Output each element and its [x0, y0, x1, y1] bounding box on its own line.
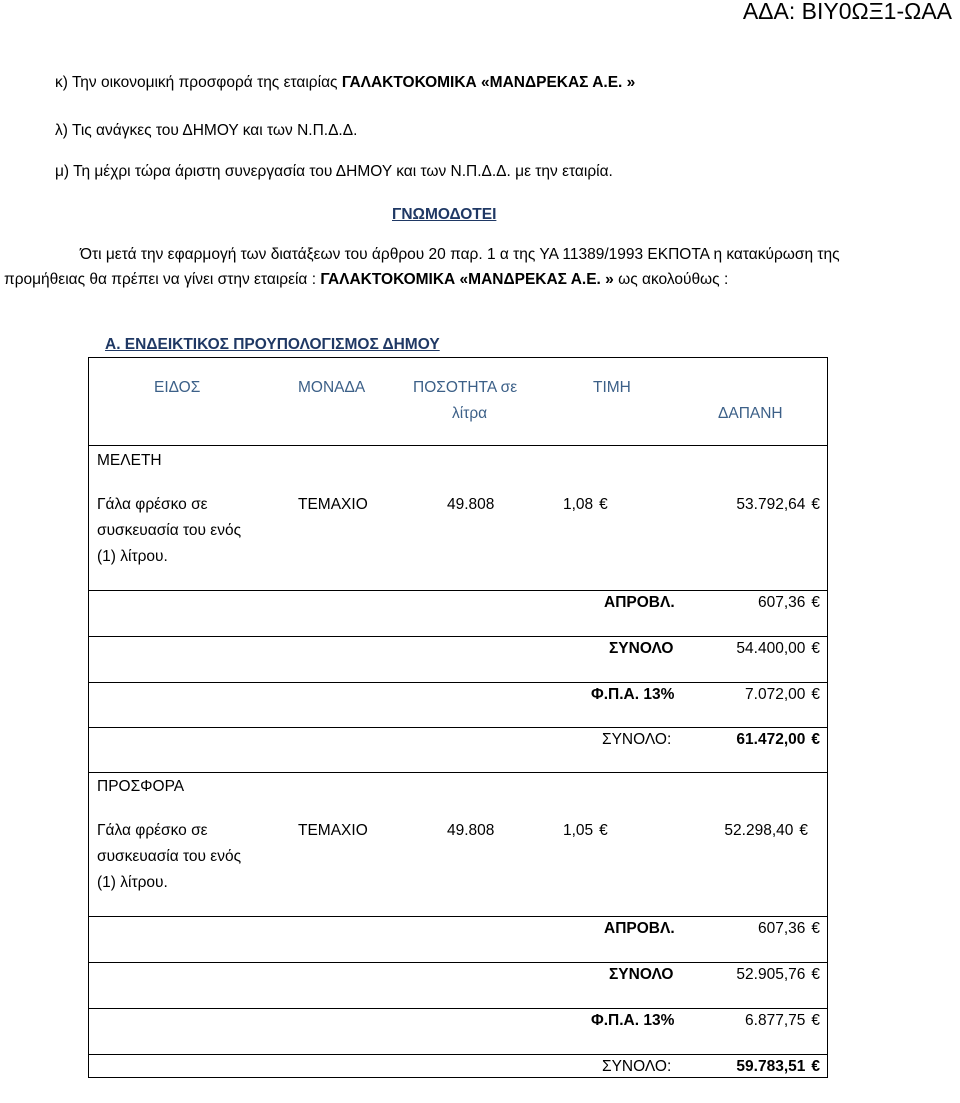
table-border-study-row: [88, 590, 828, 591]
offer-price: [563, 818, 608, 844]
offer-total-label: ΣΥΝΟΛΟ:: [602, 1058, 672, 1075]
table-border-study-vat: [88, 727, 828, 728]
offer-vat-value: 6.877,75: [745, 1012, 806, 1029]
offer-price-value: 1,05: [563, 822, 594, 839]
table-border-offer-rounding: [88, 962, 828, 963]
opinion-para-line1: Ότι μετά την εφαρμογή των διατάξεων του άρθρου 20 παρ. 1 α της ΥΑ 11389/1993 ΕΚΠΟΤΑ η κατακύρωση της: [80, 246, 840, 263]
study-subtotal-value: 54.400,00: [736, 640, 806, 657]
offer-cost-value: 52.298,40: [724, 822, 794, 839]
study-total: [736, 727, 820, 753]
header-qty: ΠΟΣΟΤΗΤΑ σε: [413, 379, 518, 396]
table-border-right: [827, 357, 828, 1077]
offer-label: ΠΡΟΣΦΟΡΑ: [97, 778, 185, 795]
euro-icon: €: [811, 920, 820, 937]
study-total-value: 61.472,00: [736, 731, 806, 748]
table-border-study-rounding: [88, 636, 828, 637]
table-border-offer-subtotal: [88, 1008, 828, 1009]
euro-icon: €: [811, 1058, 820, 1075]
euro-icon: €: [799, 822, 808, 839]
offer-item-line3: (1) λίτρου.: [97, 874, 168, 891]
study-label: ΜΕΛΕΤΗ: [97, 452, 162, 469]
study-rounding: [758, 590, 820, 616]
study-rounding-value: 607,36: [757, 594, 806, 611]
offer-item-line1: Γάλα φρέσκο σε: [97, 822, 208, 839]
opinion-para-suffix: ως ακολούθως :: [613, 271, 729, 288]
offer-total: [736, 1054, 820, 1080]
budget-table: [88, 357, 828, 1077]
study-cost: [736, 492, 820, 518]
offer-subtotal: [736, 962, 820, 988]
offer-item-line2: συσκευασία του ενός: [97, 848, 242, 865]
table-border-study-subtotal: [88, 682, 828, 683]
clause-k-company: ΓΑΛΑΚΤΟΚΟΜΙΚΑ «ΜΑΝΔΡΕΚΑΣ Α.Ε. »: [341, 74, 636, 91]
opinion-para-prefix: προμήθειας θα πρέπει να γίνει στην εταιρεία :: [4, 271, 321, 288]
study-total-label: ΣΥΝΟΛΟ:: [602, 731, 672, 748]
offer-subtotal-label: ΣΥΝΟΛΟ: [609, 966, 674, 983]
study-price-value: 1,08: [563, 496, 594, 513]
offer-rounding: [758, 916, 820, 942]
study-subtotal-label: ΣΥΝΟΛΟ: [609, 640, 674, 657]
euro-icon: €: [811, 686, 820, 703]
offer-rounding-value: 607,36: [757, 920, 806, 937]
table-border-top: [88, 357, 828, 358]
table-border-offer-vat: [88, 1054, 828, 1055]
euro-icon: €: [811, 1012, 820, 1029]
table-border-header: [88, 445, 828, 446]
euro-icon: €: [811, 966, 820, 983]
study-item-line1: Γάλα φρέσκο σε: [97, 496, 208, 513]
study-cost-value: 53.792,64: [736, 496, 806, 513]
offer-cost: [724, 818, 808, 844]
study-qty: 49.808: [447, 496, 495, 513]
study-price: [563, 492, 608, 518]
offer-rounding-label: ΑΠΡΟΒΛ.: [604, 920, 675, 937]
clause-m: μ) Τη μέχρι τώρα άριστη συνεργασία του ΔΗΜΟΥ και των Ν.Π.Δ.Δ. με την εταιρία.: [55, 163, 613, 180]
opinion-para-line2: [4, 271, 728, 289]
clause-k-text: κ) Την οικονομική προσφορά της εταιρίας: [55, 74, 342, 91]
study-rounding-label: ΑΠΡΟΒΛ.: [604, 594, 675, 611]
offer-total-value: 59.783,51: [736, 1058, 806, 1075]
study-vat-label: Φ.Π.Α. 13%: [591, 686, 675, 703]
offer-subtotal-value: 52.905,76: [736, 966, 806, 983]
offer-unit: ΤΕΜΑΧΙΟ: [298, 822, 368, 839]
study-item-line2: συσκευασία του ενός: [97, 522, 242, 539]
study-item-line3: (1) λίτρου.: [97, 548, 168, 565]
study-subtotal: [736, 636, 820, 662]
header-price: ΤΙΜΗ: [593, 379, 631, 396]
euro-icon: €: [811, 594, 820, 611]
header-item: ΕΙΔΟΣ: [154, 379, 201, 396]
study-vat: [745, 682, 820, 708]
table-border-offer-row: [88, 916, 828, 917]
euro-icon: €: [811, 731, 820, 748]
study-vat-value: 7.072,00: [745, 686, 806, 703]
opinion-para-company: ΓΑΛΑΚΤΟΚΟΜΙΚΑ «ΜΑΝΔΡΕΚΑΣ Α.Ε. »: [320, 271, 614, 288]
offer-vat-label: Φ.Π.Α. 13%: [591, 1012, 675, 1029]
header-qty-line2: λίτρα: [452, 405, 488, 422]
opinion-heading: ΓΝΩΜΟΔΟΤΕΙ: [392, 206, 497, 223]
ada-code: ΑΔΑ: ΒΙΥ0ΩΞ1-ΩΑΑ: [742, 0, 952, 24]
offer-vat: [745, 1008, 820, 1034]
header-unit: ΜΟΝΑΔΑ: [298, 379, 366, 396]
clause-l: λ) Τις ανάγκες του ΔΗΜΟΥ και των Ν.Π.Δ.Δ.: [55, 122, 358, 139]
euro-icon: €: [811, 640, 820, 657]
offer-qty: 49.808: [447, 822, 495, 839]
table-border-left: [88, 357, 89, 1077]
euro-icon: €: [599, 496, 608, 513]
table-border-bottom: [88, 1077, 828, 1078]
header-cost: ΔΑΠΑΝΗ: [718, 405, 783, 422]
euro-icon: €: [811, 496, 820, 513]
section-title: Α. ΕΝΔΕΙΚΤΙΚΟΣ ΠΡΟΥΠΟΛΟΓΙΣΜΟΣ ΔΗΜΟΥ: [105, 336, 440, 353]
table-border-study-total: [88, 772, 828, 773]
study-unit: ΤΕΜΑΧΙΟ: [298, 496, 368, 513]
euro-icon: €: [599, 822, 608, 839]
clause-k: [55, 74, 635, 92]
